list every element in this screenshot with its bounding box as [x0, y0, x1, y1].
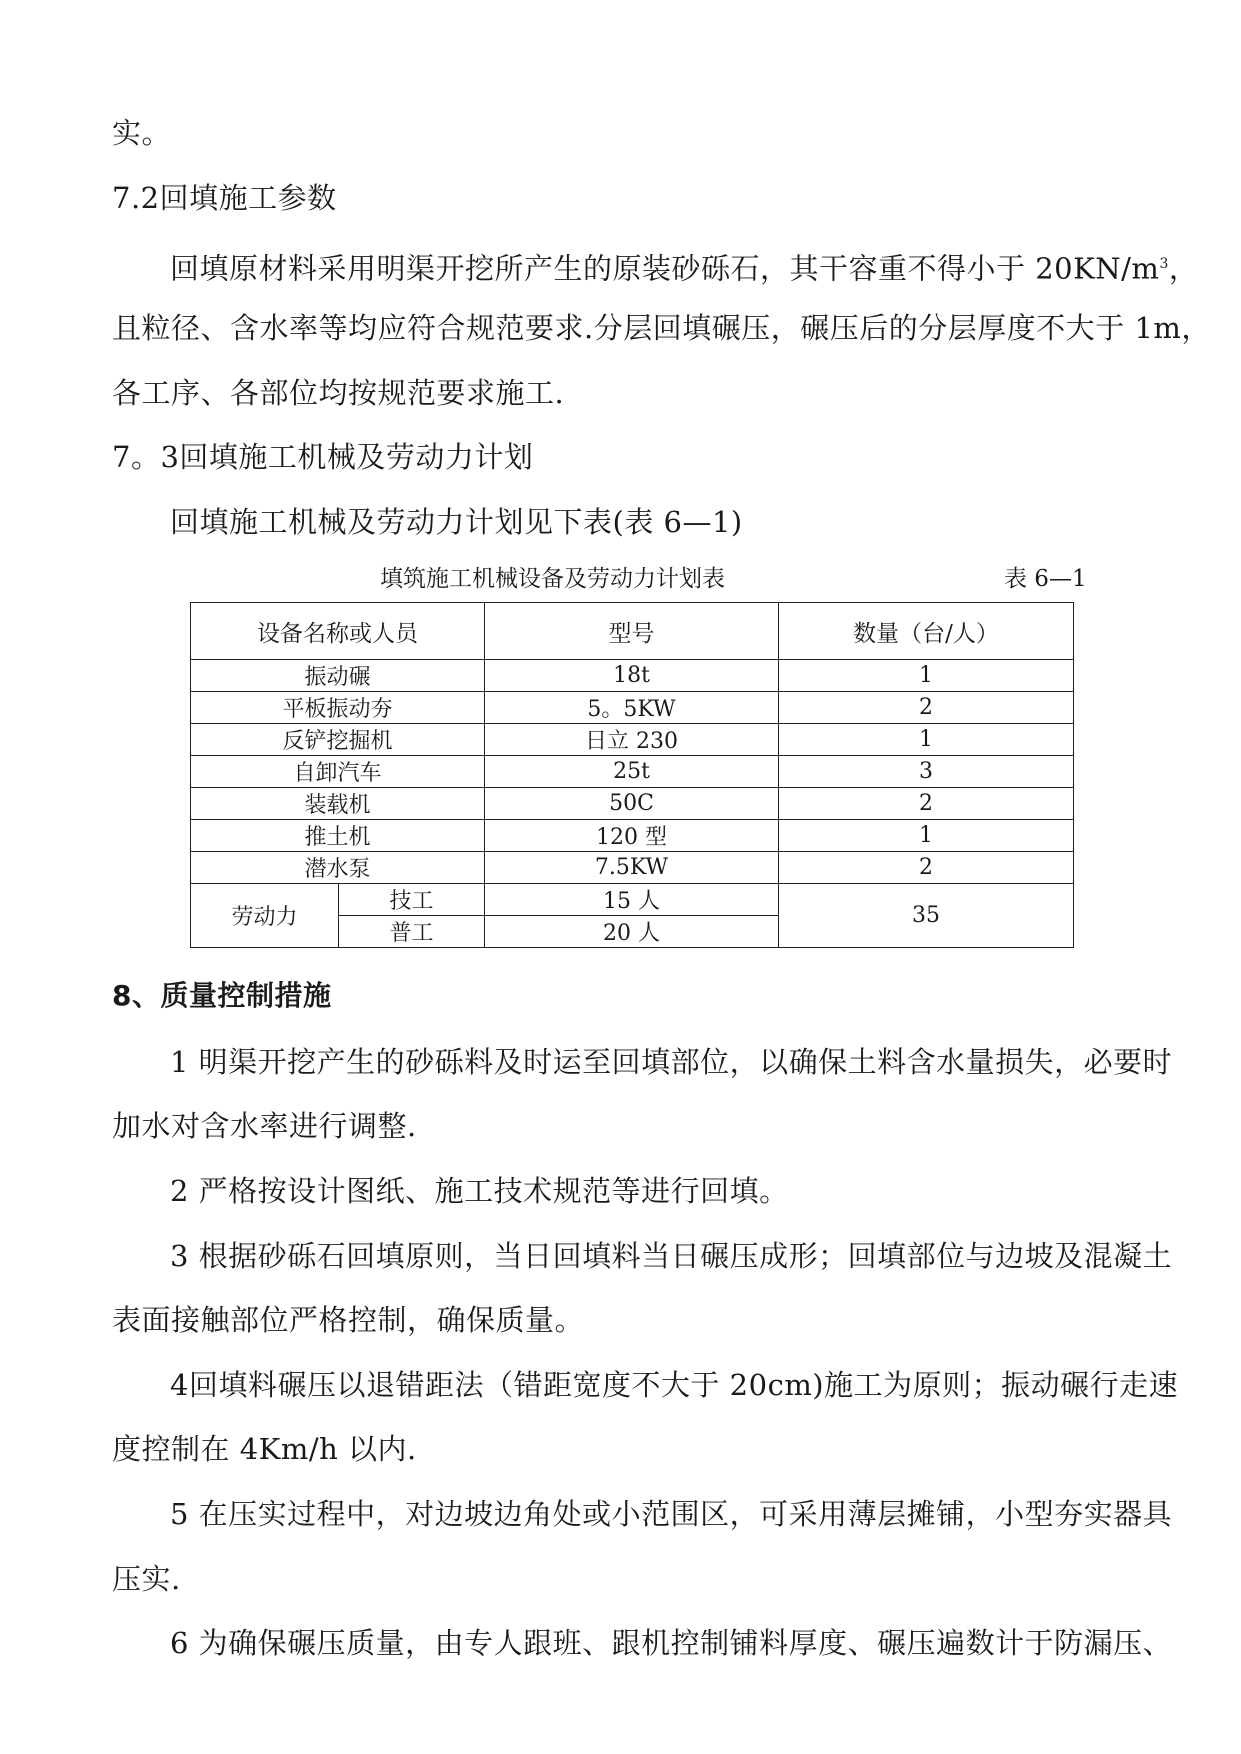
paragraph-7-2-line2: 且粒径、含水率等均应符合规范要求.分层回填碾压，碾压后的分层厚度不大于 1m， — [112, 311, 1211, 345]
paragraph-7-3: 回填施工机械及劳动力计划见下表(表 6—1) — [170, 505, 743, 539]
table-row — [191, 724, 1074, 756]
header-equipment-name: 设备名称或人员 — [191, 603, 485, 660]
cell-model: 120 型 — [485, 820, 779, 852]
paragraph-text: 回填原材料采用明渠开挖所产生的原装砂砾石，其干容重不得小于 20KN/m — [170, 251, 1160, 286]
cell-equipment-name: 反铲挖掘机 — [191, 724, 485, 756]
cell-model: 50C — [485, 788, 779, 820]
table-row — [191, 788, 1074, 820]
paragraph-text-end: ， — [1168, 251, 1199, 286]
paragraph-8-5-line2: 压实. — [112, 1562, 181, 1596]
cell-quantity: 1 — [779, 724, 1074, 756]
cell-quantity: 1 — [779, 820, 1074, 852]
cell-equipment-name: 振动碾 — [191, 660, 485, 692]
cell-model: 5。5KW — [485, 692, 779, 724]
cell-quantity: 3 — [779, 756, 1074, 788]
cell-labor-count: 15 人 — [485, 884, 779, 916]
cell-equipment-name: 潜水泵 — [191, 852, 485, 884]
cell-labor-count: 20 人 — [485, 916, 779, 948]
section-heading-7-2: 7.2回填施工参数 — [112, 181, 337, 215]
cell-quantity: 2 — [779, 788, 1074, 820]
table-row — [191, 692, 1074, 724]
paragraph-8-1-line1: 1 明渠开挖产生的砂砾料及时运至回填部位，以确保土料含水量损失，必要时 — [170, 1045, 1173, 1079]
cell-labor-total: 35 — [779, 884, 1074, 948]
table-row — [191, 820, 1074, 852]
cell-quantity: 1 — [779, 660, 1074, 692]
cell-model: 25t — [485, 756, 779, 788]
paragraph-8-6-line1: 6 为确保碾压质量，由专人跟班、跟机控制铺料厚度、碾压遍数计于防漏压、 — [170, 1626, 1173, 1660]
table-title: 填筑施工机械设备及劳动力计划表 — [380, 566, 725, 592]
header-model: 型号 — [485, 603, 779, 660]
section-heading-8: 8、质量控制措施 — [112, 979, 332, 1012]
cell-labor-type: 技工 — [339, 884, 485, 916]
paragraph-8-3-line2: 表面接触部位严格控制，确保质量。 — [112, 1303, 585, 1337]
header-quantity: 数量（台/人） — [779, 603, 1074, 660]
equipment-labor-table — [190, 602, 1074, 948]
paragraph-continuation: 实。 — [112, 116, 172, 150]
table-row — [191, 660, 1074, 692]
cell-equipment-name: 平板振动夯 — [191, 692, 485, 724]
cell-model: 日立 230 — [485, 724, 779, 756]
paragraph-7-2-line1 — [170, 244, 1198, 289]
paragraph-7-2-line3: 各工序、各部位均按规范要求施工. — [112, 376, 565, 410]
paragraph-8-1-line2: 加水对含水率进行调整. — [112, 1109, 417, 1143]
cell-model: 7.5KW — [485, 852, 779, 884]
superscript-three: 3 — [1159, 256, 1169, 272]
cell-equipment-name: 自卸汽车 — [191, 756, 485, 788]
cell-labor-label: 劳动力 — [191, 884, 339, 948]
cell-model: 18t — [485, 660, 779, 692]
table-number: 表 6—1 — [1004, 566, 1087, 592]
table-row — [191, 852, 1074, 884]
cell-equipment-name: 推土机 — [191, 820, 485, 852]
table-header-row — [191, 603, 1074, 660]
paragraph-8-4-line2: 度控制在 4Km/h 以内. — [112, 1432, 417, 1466]
paragraph-8-2: 2 严格按设计图纸、施工技术规范等进行回填。 — [170, 1174, 789, 1208]
table-row — [191, 756, 1074, 788]
paragraph-8-4-line1: 4回填料碾压以退错距法（错距宽度不大于 20cm)施工为原则；振动碾行走速 — [170, 1368, 1179, 1402]
cell-quantity: 2 — [779, 692, 1074, 724]
section-heading-7-3: 7。3回填施工机械及劳动力计划 — [112, 440, 534, 474]
cell-quantity: 2 — [779, 852, 1074, 884]
paragraph-8-3-line1: 3 根据砂砾石回填原则，当日回填料当日碾压成形；回填部位与边坡及混凝土 — [170, 1239, 1173, 1273]
cell-labor-type: 普工 — [339, 916, 485, 948]
cell-equipment-name: 装载机 — [191, 788, 485, 820]
table-row-labor — [191, 884, 1074, 916]
paragraph-8-5-line1: 5 在压实过程中，对边坡边角处或小范围区，可采用薄层摊铺，小型夯实器具 — [170, 1497, 1173, 1531]
